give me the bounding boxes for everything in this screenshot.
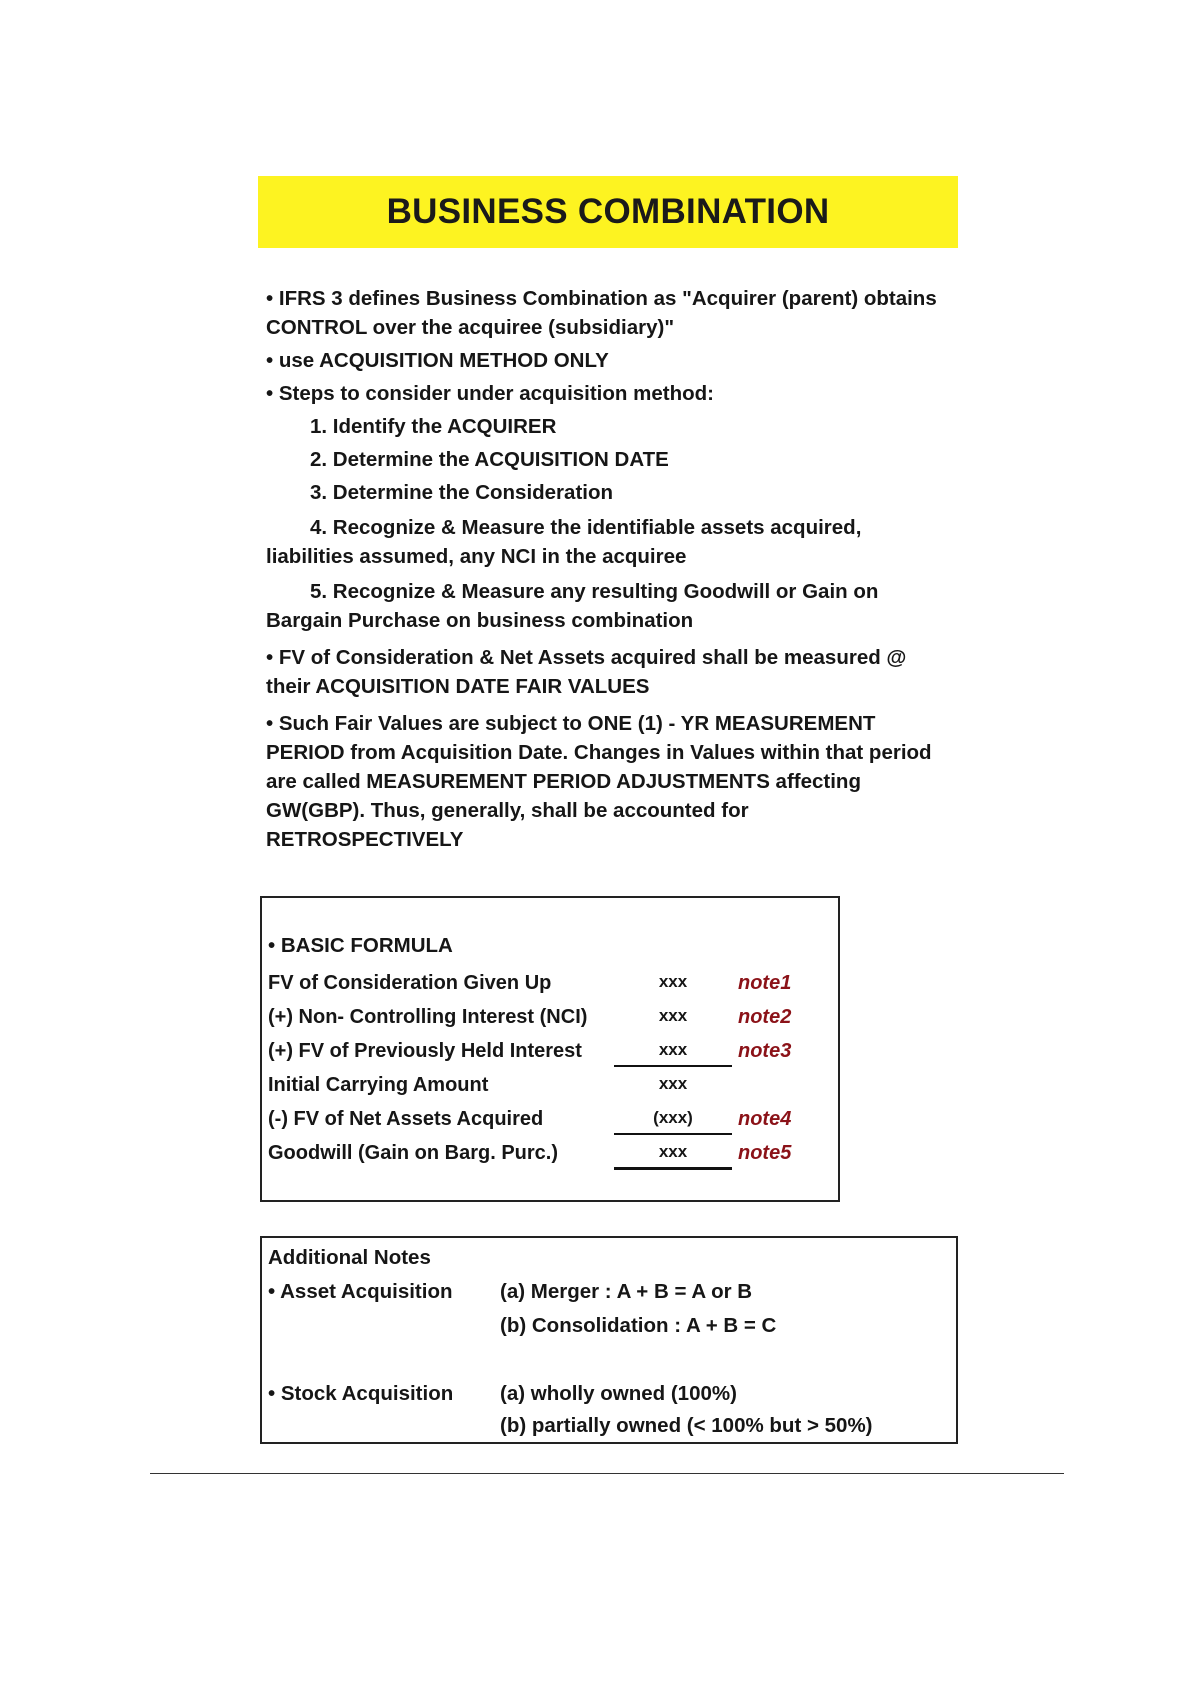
step-2: 2. Determine the ACQUISITION DATE — [310, 448, 669, 471]
formula-row-note: note3 — [738, 1040, 792, 1062]
stock-acquisition-label: • Stock Acquisition — [268, 1382, 454, 1405]
definition-line-2: CONTROL over the acquiree (subsidiary)" — [266, 316, 675, 339]
formula-row-amount: xxx — [658, 972, 688, 991]
asset-acquisition-option: (b) Consolidation : A + B = C — [500, 1314, 777, 1337]
step-4: 4. Recognize & Measure the identifiable assets acquired, liabilities assumed, any NCI in the acquiree — [266, 516, 862, 568]
formula-row — [268, 1002, 828, 1034]
formula-row — [268, 1070, 828, 1102]
asset-acquisition-option: (a) Merger : A + B = A or B — [500, 1280, 753, 1303]
additional-notes-box — [260, 1236, 958, 1444]
formula-row-note: note1 — [738, 972, 792, 994]
step-5: 5. Recognize & Measure any resulting Goodwill or Gain on Bargain Purchase on business combination — [266, 580, 879, 632]
step-3: 3. Determine the Consideration — [310, 481, 614, 504]
asset-acquisition-label: • Asset Acquisition — [268, 1280, 453, 1303]
page-title: BUSINESS COMBINATION — [386, 192, 830, 231]
basic-formula-box — [260, 896, 840, 1202]
step-1: 1. Identify the ACQUIRER — [310, 415, 557, 438]
formula-row-note: note4 — [738, 1108, 792, 1130]
formula-row-amount: xxx — [614, 1040, 732, 1067]
formula-row-amount: xxx — [658, 1006, 688, 1025]
definition-line-1: • IFRS 3 defines Business Combination as "Acquirer (parent) obtains — [266, 287, 937, 310]
method-bullet: • use ACQUISITION METHOD ONLY — [266, 349, 609, 372]
formula-row — [268, 1036, 828, 1068]
definition-paragraph — [266, 284, 946, 342]
formula-row-label: (+) FV of Previously Held Interest — [268, 1040, 582, 1062]
stock-acquisition-option: (b) partially owned (< 100% but > 50%) — [500, 1414, 873, 1437]
formula-heading: • BASIC FORMULA — [268, 934, 453, 957]
formula-row — [268, 1138, 828, 1170]
fair-value-bullet: • FV of Consideration & Net Assets acquired shall be measured @ their ACQUISITION DATE FAIR VALUES — [266, 646, 907, 698]
formula-row-note: note2 — [738, 1006, 792, 1028]
page-divider — [150, 1473, 1064, 1474]
formula-row — [268, 1104, 828, 1136]
formula-row-label: (+) Non- Controlling Interest (NCI) — [268, 1006, 588, 1028]
formula-row-label: Goodwill (Gain on Barg. Purc.) — [268, 1142, 559, 1164]
stock-acquisition-option: (a) wholly owned (100%) — [500, 1382, 737, 1405]
steps-heading: • Steps to consider under acquisition method: — [266, 382, 714, 405]
formula-row-amount: xxx — [658, 1074, 688, 1093]
formula-row-note: note5 — [738, 1142, 792, 1164]
formula-row-amount: (xxx) — [614, 1108, 732, 1135]
intro-section — [266, 284, 946, 860]
title-banner — [258, 176, 958, 248]
formula-row-label: Initial Carrying Amount — [268, 1074, 489, 1096]
formula-row — [268, 968, 828, 1000]
measurement-period-bullet: • Such Fair Values are subject to ONE (1) - YR MEASUREMENT PERIOD from Acquisition Date. Changes in Values within that period are called MEASUREMENT PERIOD ADJUSTMENTS affecting GW(GBP). Thus, generally, shall be accounted for RETROSPECTIVELY — [266, 712, 932, 851]
formula-row-label: FV of Consideration Given Up — [268, 972, 552, 994]
formula-row-label: (-) FV of Net Assets Acquired — [268, 1108, 544, 1130]
formula-row-amount: xxx — [614, 1142, 732, 1170]
additional-notes-heading: Additional Notes — [268, 1246, 431, 1269]
